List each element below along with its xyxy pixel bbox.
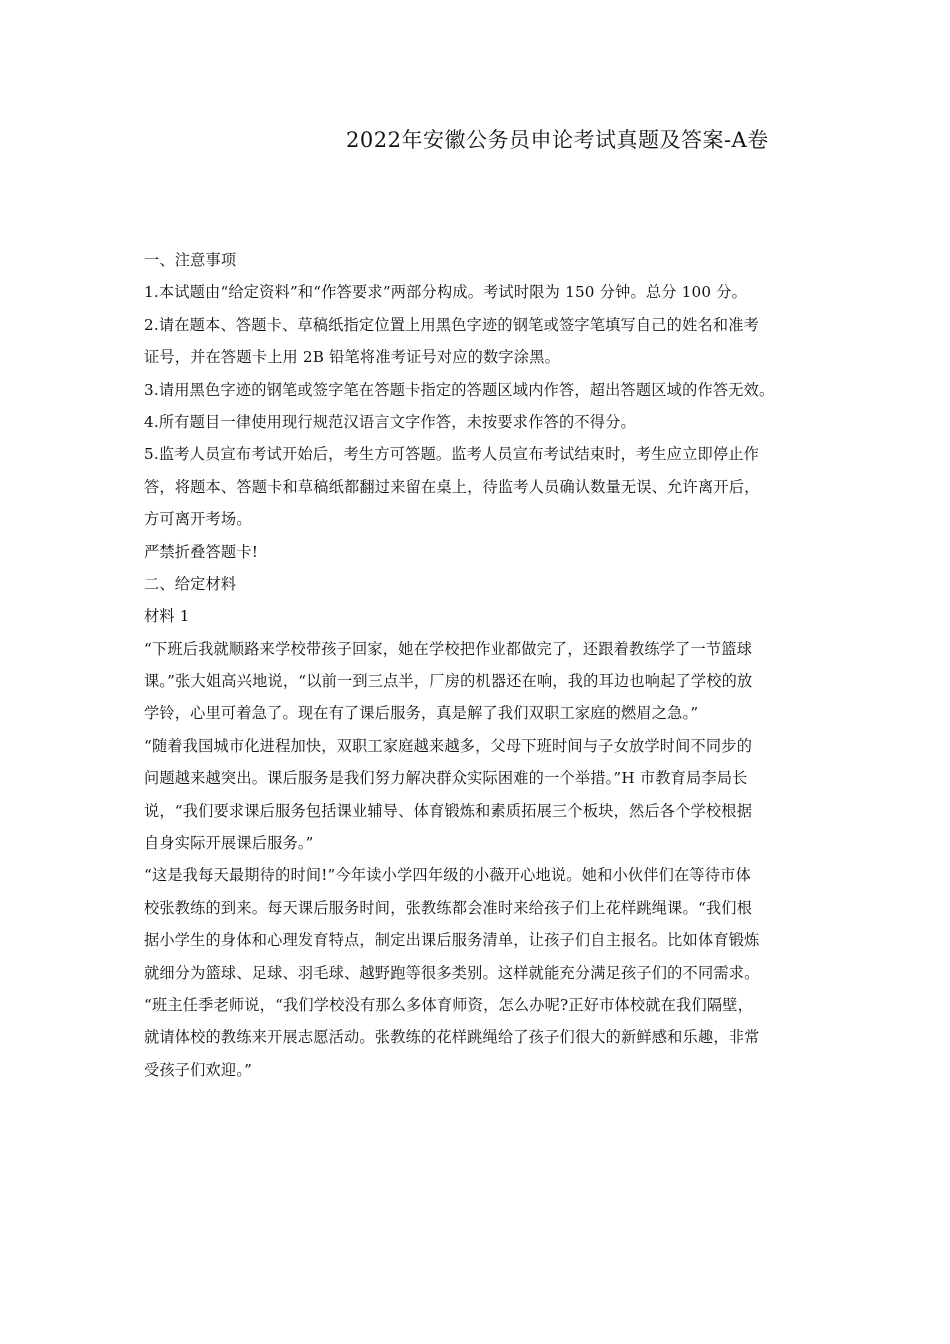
note-item-5-cont: 答，将题本、答题卡和草稿纸都翻过来留在桌上，待监考人员确认数量无误、允许离开后， <box>144 477 760 496</box>
note-item-4: 4.所有题目一律使用现行规范汉语言文字作答，未按要求作答的不得分。 <box>144 412 636 431</box>
material-paragraph-line: 据小学生的身体和心理发育特点，制定出课后服务清单，让孩子们自主报名。比如体育锻炼 <box>144 931 760 950</box>
material-paragraph-line: 学铃，心里可着急了。现在有了课后服务，真是解了我们双职工家庭的燃眉之急。” <box>144 704 699 723</box>
material-paragraph-line: 就请体校的教练来开展志愿活动。张教练的花样跳绳给了孩子们很大的新鲜感和乐趣，非常 <box>144 1028 760 1047</box>
document-body <box>144 244 834 1086</box>
note-item-2: 2.请在题本、答题卡、草稿纸指定位置上用黑色字迹的钢笔或签字笔填写自己的姓名和准考 <box>144 315 760 334</box>
note-item-5: 5.监考人员宣布考试开始后，考生方可答题。监考人员宣布考试结束时，考生应立即停止作 <box>144 445 760 464</box>
material-paragraph-line: 说，“我们要求课后服务包括课业辅导、体育锻炼和素质拓展三个板块，然后各个学校根据 <box>144 801 753 820</box>
material-paragraph-line: 自身实际开展课后服务。” <box>144 834 314 853</box>
material-paragraph-line: “班主任季老师说，“我们学校没有那么多体育师资，怎么办呢?正好市体校就在我们隔壁， <box>144 995 753 1014</box>
note-warning: 严禁折叠答题卡! <box>144 542 259 561</box>
note-item-3: 3.请用黑色字迹的钢笔或签字笔在答题卡指定的答题区域内作答，超出答题区域的作答无效。 <box>144 380 775 399</box>
document-title: 2022年安徽公务员申论考试真题及答案-A卷 <box>346 128 769 152</box>
material-paragraph-line: 校张教练的到来。每天课后服务时间，张教练都会准时来给孩子们上花样跳绳课。“我们根 <box>144 898 753 917</box>
material-paragraph-line: “随着我国城市化进程加快，双职工家庭越来越多，父母下班时间与子女放学时间不同步的 <box>144 736 753 755</box>
section-heading-materials: 二、给定材料 <box>144 574 237 593</box>
note-item-1: 1.本试题由“给定资料”和“作答要求”两部分构成。考试时限为 150 分钟。总分 100 分。 <box>144 283 748 302</box>
material-paragraph-line: 问题越来越突出。课后服务是我们努力解决群众实际困难的一个举措。”H 市教育局李局长 <box>144 769 748 788</box>
material-label: 材料 1 <box>144 607 190 626</box>
section-heading-notes: 一、注意事项 <box>144 251 237 269</box>
material-paragraph-line: “这是我每天最期待的时间!”今年读小学四年级的小薇开心地说。她和小伙伴们在等待市体 <box>144 866 751 885</box>
material-paragraph-line: “下班后我就顺路来学校带孩子回家，她在学校把作业都做完了，还跟着教练学了一节篮球 <box>144 639 753 658</box>
note-item-5-cont: 方可离开考场。 <box>144 510 252 529</box>
material-paragraph-line: 受孩子们欢迎。” <box>144 1060 253 1079</box>
material-paragraph-line: 课。”张大姐高兴地说，“以前一到三点半，厂房的机器还在响，我的耳边也响起了学校的放 <box>144 672 753 691</box>
material-paragraph-line: 就细分为篮球、足球、羽毛球、越野跑等很多类别。这样就能充分满足孩子们的不同需求。 <box>144 963 760 982</box>
note-item-2-cont: 证号，并在答题卡上用 2B 铅笔将准考证号对应的数字涂黑。 <box>144 348 560 367</box>
